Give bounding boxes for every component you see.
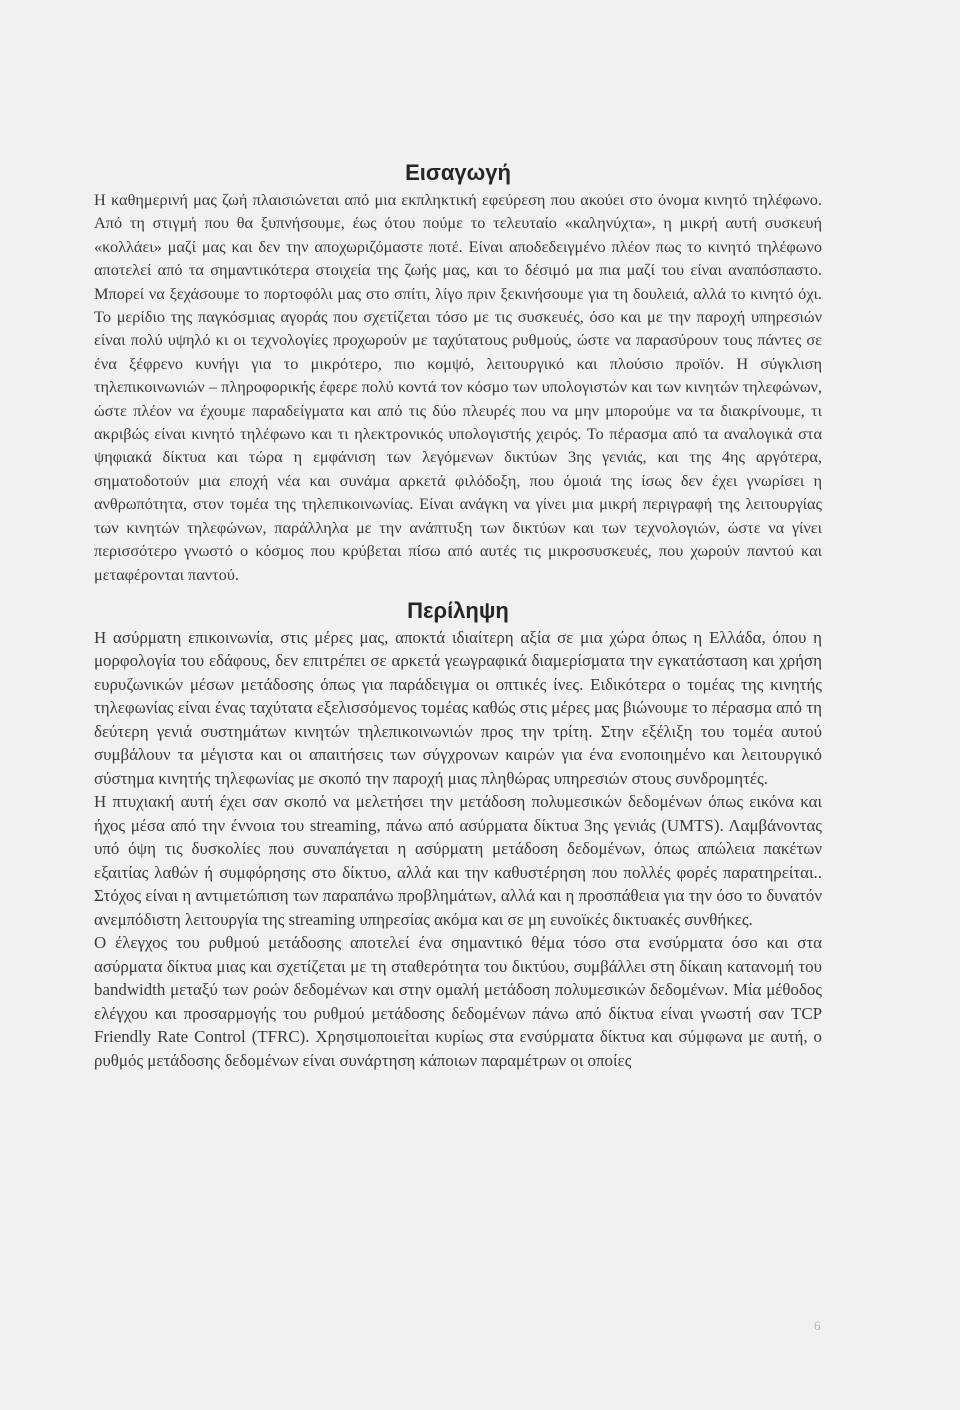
intro-paragraph: Η καθημερινή μας ζωή πλαισιώνεται από μια εκπληκτική εφεύρεση που ακούει στο όνομα κινητό τηλέφωνο. Από τη στιγμή που θα ξυπνήσουμε, έως ότου πούμε το τελευταίο «καληνύχτα», η μικρή αυτή συσκευή «κολλάει» μαζί μας και δεν την αποχωριζόμαστε ποτέ. Είναι αποδεδειγμένο πλέον πως το κινητό τηλέφωνο αποτελεί από τα σημαντικότερα στοιχεία της ζωής μας, και το δέσιμό μα πια μαζί του είναι αναπόσπαστο. Μπορεί να ξεχάσουμε το πορτοφόλι μας στο σπίτι, λίγο πριν ξεκινήσουμε για τη δουλειά, αλλά το κινητό όχι. Το μερίδιο της παγκόσμιας αγοράς που σχετίζεται τόσο με τις συσκευές, όσο και με την παροχή υπηρεσιών είναι πολύ υψηλό κι οι τεχνολογίες προχωρούν με ταχύτατους ρυθμούς, ώστε να παρασύρουν τους πάντες σε ένα ξέφρενο κυνήγι για το μικρότερο, πιο κομψό, λειτουργικό και πλούσιο προϊόν. Η σύγκλιση τηλεπικοινωνιών – πληροφορικής έφερε πολύ κοντά τον κόσμο των υπολογιστών και των κινητών τηλεφώνων, ώστε πλέον να έχουμε παραδείγματα και από τις δύο πλευρές που να μην μπορούμε να τα διακρίνουμε, τι ακριβώς είναι κινητό τηλέφωνο και τι ηλεκτρονικός υπολογιστής χειρός. Το πέρασμα από τα αναλογικά στα ψηφιακά δίκτυα και τώρα η εμφάνιση των λεγόμενων δικτύων 3ης γενιάς, και της 4ης αργότερα, σηματοδοτούν μια εποχή νέα και συνάμα αρκετά φιλόδοξη, που όμοιά της ίσως δεν έχει γνωρίσει η ανθρωπότητα, στον τομέα της τηλεπικοινωνίας. Είναι ανάγκη να γίνει μια μικρή περιγραφή της λειτουργίας των κινητών τηλεφώνων, παράλληλα με την ανάπτυξη των δικτύων και των τεχνολογιών, ώστε να γίνει περισσότερο γνωστό ο κόσμος που κρύβεται πίσω από αυτές τις μικροσυσκευές, που χωρούν παντού και μεταφέρονται παντού. [94,190,822,584]
summary-paragraph-1: Η ασύρματη επικοινωνία, στις μέρες μας, αποκτά ιδιαίτερη αξία σε μια χώρα όπως η Ελλάδα, όπου η μορφολογία του εδάφους, δεν επιτρέπει σε αρκετά γεωγραφικά διαμερίσματα την εγκατάσταση και χρήση ευρυζωνικών μέσων μετάδοσης όπως για παράδειγμα οι οπτικές ίνες. Ειδικότερα ο τομέας της κινητής τηλεφωνίας είναι ένας ταχύτατα εξελισσόμενος τομέας καθώς στις μέρες μας βιώνουμε το πέρασμα από τη δεύτερη γενιά συστημάτων κινητών τηλεπικοινωνιών προς την τρίτη. Στην εξέλιξη του τομέα αυτού συμβάλουν τα μέγιστα και οι απαιτήσεις των σύγχρονων καιρών για ένα ενοποιημένο και λειτουργικό σύστημα κινητής τηλεφωνίας με σκοπό την παροχή μιας πληθώρας υπηρεσιών στους συνδρομητές. [94,627,822,788]
document-page [94,160,822,1072]
summary-paragraph-3: Ο έλεγχος του ρυθμού μετάδοσης αποτελεί ένα σημαντικό θέμα τόσο στα ενσύρματα όσο και στα ασύρματα δίκτυα μιας και σχετίζεται με τη σταθερότητα του δικτύου, συμβάλλει στη δίκαιη κατανομή του bandwidth μεταξύ των ροών δεδομένων και στην ομαλή μετάδοση πολυμεσικών δεδομένων. Μία μέθοδος ελέγχου και προσαρμογής του ρυθμού μετάδοσης δεδομένων πάνω από δίκτυα είναι γνωστή σαν TCP Friendly Rate Control (TFRC). Χρησιμοποιείται κυρίως στα ενσύρματα δίκτυα και σύμφωνα με αυτή, ο ρυθμός μετάδοσης δεδομένων είναι συνάρτηση κάποιων παραμέτρων οι οποίες [94,933,822,1070]
summary-body [94,626,822,1073]
summary-heading: Περίληψη [407,597,509,623]
summary-paragraph-2: Η πτυχιακή αυτή έχει σαν σκοπό να μελετήσει την μετάδοση πολυμεσικών δεδομένων όπως εικόνα και ήχος μέσα από την έννοια του streaming, πάνω από ασύρματα δίκτυα 3ης γενιάς (UMTS). Λαμβάνοντας υπό όψη τις δυσκολίες που συναπάγεται η ασύρματη μετάδοση δεδομένων, όπως απώλεια πακέτων εξαιτίας λαθών ή συμφόρησης στο δίκτυο, αλλά και την καθυστέρηση που πολλές φορές παρατηρείται.. Στόχος είναι η αντιμετώπιση των παραπάνω προβλημάτων, αλλά και η προσπάθεια για την όσο το δυνατόν ανεμπόδιστη λειτουργία της streaming υπηρεσίας ακόμα και σε μη ευνοϊκές δικτυακές συνθήκες. [94,792,822,929]
page-number: 6 [814,1318,821,1333]
intro-heading: Εισαγωγή [405,160,511,185]
